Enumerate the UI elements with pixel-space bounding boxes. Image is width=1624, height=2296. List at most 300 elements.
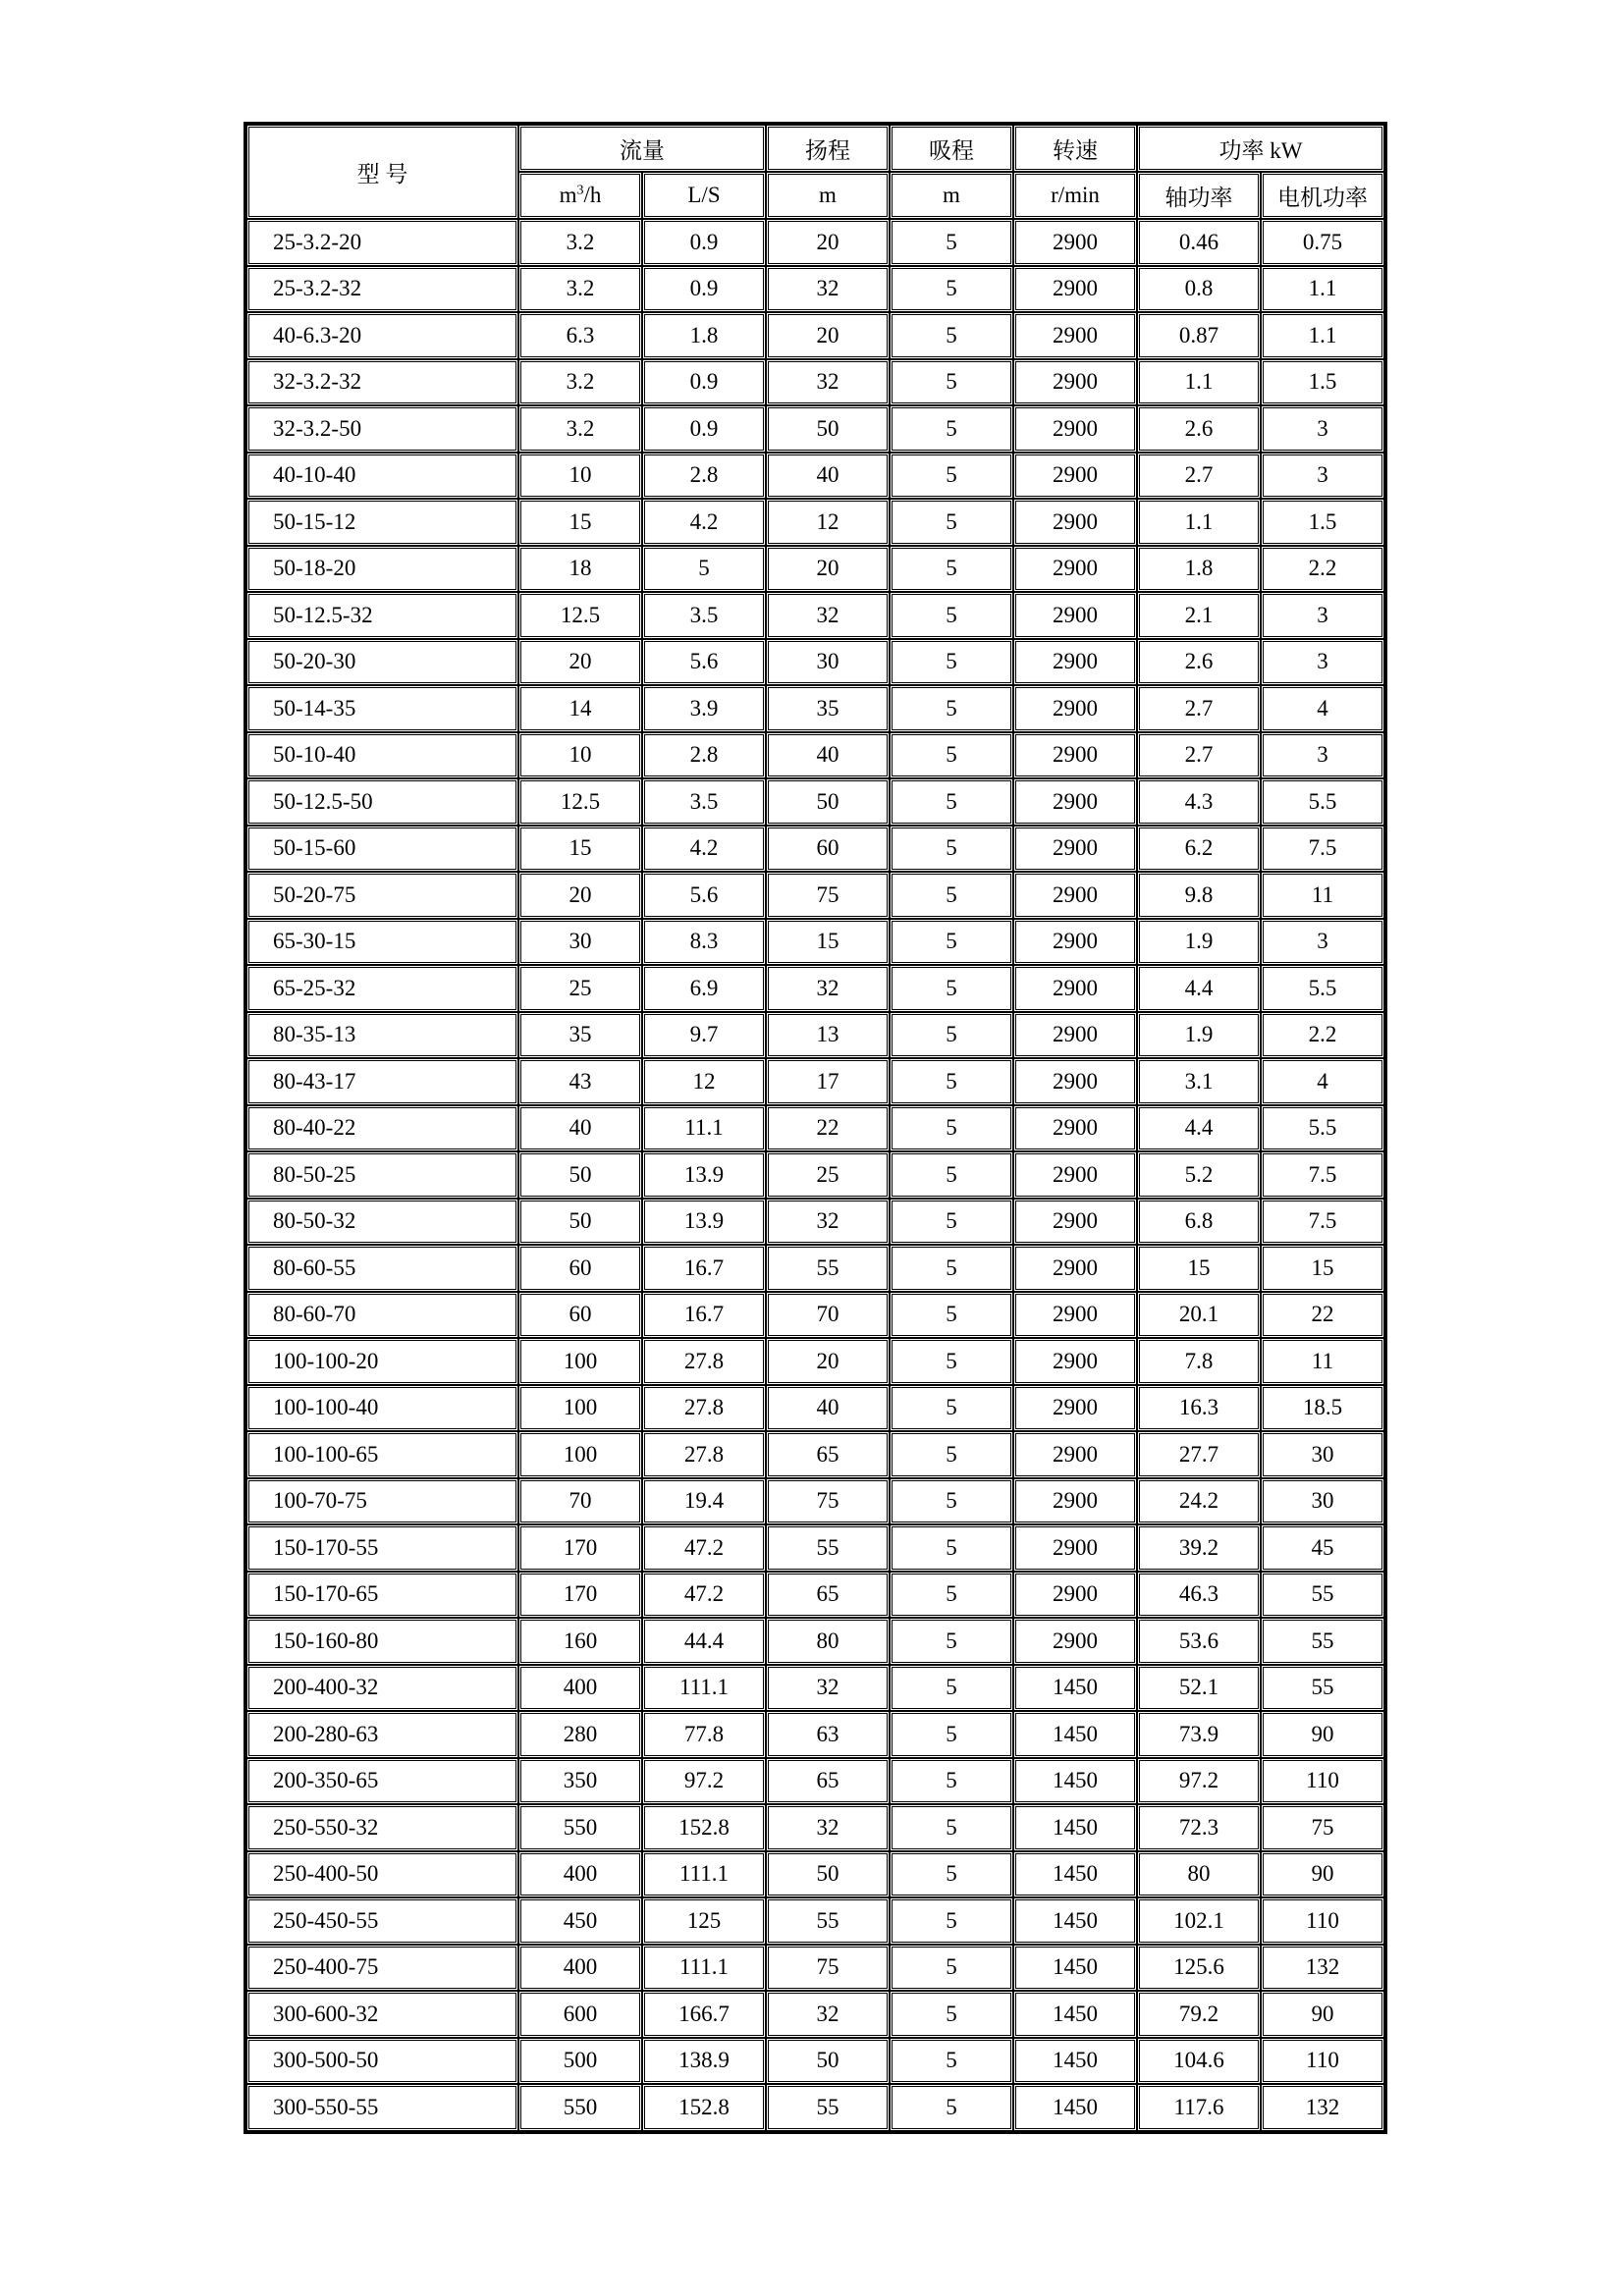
cell-model: 250-550-32 [246,1804,518,1851]
cell-shaft-power: 102.1 [1137,1897,1261,1945]
cell-motor-power: 2.2 [1261,546,1384,593]
table-header [246,125,1384,219]
cell-flow-ls: 9.7 [642,1012,766,1059]
cell-flow-m3h: 400 [518,1945,642,1992]
cell-flow-ls: 13.9 [642,1199,766,1246]
cell-speed: 2900 [1013,1105,1137,1152]
cell-motor-power: 1.1 [1261,266,1384,313]
cell-speed: 1450 [1013,1991,1137,2038]
cell-flow-ls: 152.8 [642,1804,766,1851]
cell-speed: 2900 [1013,1618,1137,1665]
cell-speed: 2900 [1013,499,1137,546]
cell-flow-ls: 0.9 [642,219,766,266]
table-row [246,1897,1384,1945]
cell-suction: 5 [890,1151,1013,1199]
cell-model: 65-25-32 [246,965,518,1012]
cell-flow-m3h: 60 [518,1245,642,1292]
cell-speed: 2900 [1013,312,1137,359]
cell-head: 20 [766,312,890,359]
header-flow: 流量 [518,125,766,172]
cell-motor-power: 15 [1261,1245,1384,1292]
table-row [246,1665,1384,1712]
cell-shaft-power: 2.7 [1137,453,1261,500]
cell-speed: 2900 [1013,639,1137,686]
cell-motor-power: 55 [1261,1572,1384,1619]
cell-motor-power: 110 [1261,2038,1384,2085]
cell-head: 40 [766,453,890,500]
cell-flow-ls: 166.7 [642,1991,766,2038]
cell-shaft-power: 7.8 [1137,1338,1261,1385]
cell-motor-power: 3 [1261,919,1384,966]
cell-suction: 5 [890,1897,1013,1945]
header-speed: 转速 [1013,125,1137,172]
table-row [246,1431,1384,1478]
cell-speed: 2900 [1013,1199,1137,1246]
cell-suction: 5 [890,872,1013,919]
cell-speed: 2900 [1013,826,1137,873]
cell-shaft-power: 2.6 [1137,405,1261,453]
cell-speed: 2900 [1013,685,1137,732]
cell-flow-m3h: 70 [518,1478,642,1525]
cell-flow-ls: 19.4 [642,1478,766,1525]
cell-suction: 5 [890,499,1013,546]
cell-head: 20 [766,546,890,593]
cell-shaft-power: 53.6 [1137,1618,1261,1665]
table-row [246,732,1384,779]
cell-head: 40 [766,732,890,779]
cell-model: 40-6.3-20 [246,312,518,359]
cell-shaft-power: 80 [1137,1851,1261,1898]
cell-model: 25-3.2-32 [246,266,518,313]
table-row [246,1338,1384,1385]
cell-flow-m3h: 170 [518,1524,642,1572]
cell-shaft-power: 5.2 [1137,1151,1261,1199]
cell-model: 80-43-17 [246,1058,518,1105]
cell-head: 75 [766,872,890,919]
cell-motor-power: 7.5 [1261,1151,1384,1199]
cell-flow-ls: 27.8 [642,1385,766,1432]
cell-motor-power: 3 [1261,405,1384,453]
cell-speed: 2900 [1013,919,1137,966]
cell-head: 20 [766,219,890,266]
cell-suction: 5 [890,1478,1013,1525]
cell-head: 75 [766,1945,890,1992]
cell-model: 250-450-55 [246,1897,518,1945]
cell-model: 50-18-20 [246,546,518,593]
cell-flow-ls: 0.9 [642,266,766,313]
cell-shaft-power: 16.3 [1137,1385,1261,1432]
table-row [246,546,1384,593]
cell-shaft-power: 6.8 [1137,1199,1261,1246]
cell-shaft-power: 97.2 [1137,1758,1261,1805]
table-row [246,1058,1384,1105]
cell-flow-m3h: 100 [518,1338,642,1385]
table-row [246,453,1384,500]
table-row [246,2038,1384,2085]
cell-flow-ls: 27.8 [642,1431,766,1478]
cell-flow-ls: 152.8 [642,2084,766,2131]
table-row [246,1012,1384,1059]
cell-speed: 2900 [1013,1292,1137,1339]
flow-m3h-exponent: 3 [576,183,584,198]
table-row [246,965,1384,1012]
cell-flow-ls: 13.9 [642,1151,766,1199]
table-row [246,499,1384,546]
cell-flow-ls: 16.7 [642,1292,766,1339]
cell-speed: 2900 [1013,1478,1137,1525]
cell-speed: 2900 [1013,219,1137,266]
cell-flow-m3h: 550 [518,2084,642,2131]
cell-suction: 5 [890,219,1013,266]
cell-flow-ls: 12 [642,1058,766,1105]
header-power: 功率 kW [1137,125,1384,172]
cell-model: 25-3.2-20 [246,219,518,266]
cell-flow-m3h: 18 [518,546,642,593]
table-row [246,1199,1384,1246]
cell-speed: 1450 [1013,1711,1137,1758]
cell-flow-m3h: 280 [518,1711,642,1758]
cell-flow-m3h: 400 [518,1665,642,1712]
header-flow-ls: L/S [642,172,766,219]
cell-model: 100-100-20 [246,1338,518,1385]
cell-shaft-power: 6.2 [1137,826,1261,873]
cell-suction: 5 [890,1572,1013,1619]
cell-flow-ls: 125 [642,1897,766,1945]
cell-flow-m3h: 30 [518,919,642,966]
cell-head: 50 [766,405,890,453]
cell-flow-ls: 5.6 [642,872,766,919]
cell-speed: 2900 [1013,732,1137,779]
cell-shaft-power: 73.9 [1137,1711,1261,1758]
cell-suction: 5 [890,826,1013,873]
cell-shaft-power: 20.1 [1137,1292,1261,1339]
cell-suction: 5 [890,1758,1013,1805]
cell-suction: 5 [890,1105,1013,1152]
cell-shaft-power: 9.8 [1137,872,1261,919]
cell-head: 32 [766,1665,890,1712]
cell-shaft-power: 15 [1137,1245,1261,1292]
cell-model: 32-3.2-50 [246,405,518,453]
cell-suction: 5 [890,453,1013,500]
cell-motor-power: 110 [1261,1758,1384,1805]
cell-motor-power: 55 [1261,1618,1384,1665]
cell-head: 60 [766,826,890,873]
table-row [246,1945,1384,1992]
cell-flow-m3h: 6.3 [518,312,642,359]
cell-flow-ls: 16.7 [642,1245,766,1292]
cell-shaft-power: 1.1 [1137,499,1261,546]
cell-suction: 5 [890,1245,1013,1292]
cell-head: 80 [766,1618,890,1665]
cell-head: 32 [766,592,890,639]
cell-head: 40 [766,1385,890,1432]
cell-motor-power: 30 [1261,1431,1384,1478]
cell-speed: 1450 [1013,1804,1137,1851]
cell-flow-ls: 47.2 [642,1572,766,1619]
cell-shaft-power: 2.1 [1137,592,1261,639]
table-row [246,826,1384,873]
cell-speed: 1450 [1013,1758,1137,1805]
cell-head: 32 [766,965,890,1012]
cell-model: 50-15-12 [246,499,518,546]
cell-motor-power: 4 [1261,685,1384,732]
cell-head: 17 [766,1058,890,1105]
cell-model: 40-10-40 [246,453,518,500]
cell-suction: 5 [890,639,1013,686]
cell-flow-ls: 97.2 [642,1758,766,1805]
cell-flow-m3h: 10 [518,732,642,779]
cell-model: 80-50-25 [246,1151,518,1199]
cell-speed: 1450 [1013,2038,1137,2085]
cell-flow-m3h: 50 [518,1199,642,1246]
table-row [246,1711,1384,1758]
cell-motor-power: 4 [1261,1058,1384,1105]
cell-head: 50 [766,1851,890,1898]
cell-flow-ls: 0.9 [642,405,766,453]
cell-suction: 5 [890,1851,1013,1898]
cell-shaft-power: 0.87 [1137,312,1261,359]
table-row [246,312,1384,359]
cell-shaft-power: 1.9 [1137,1012,1261,1059]
cell-shaft-power: 24.2 [1137,1478,1261,1525]
cell-speed: 2900 [1013,1572,1137,1619]
cell-flow-m3h: 12.5 [518,592,642,639]
cell-model: 300-550-55 [246,2084,518,2131]
cell-flow-ls: 111.1 [642,1665,766,1712]
cell-flow-m3h: 3.2 [518,219,642,266]
cell-speed: 2900 [1013,778,1137,826]
cell-flow-m3h: 20 [518,639,642,686]
cell-model: 80-35-13 [246,1012,518,1059]
cell-flow-m3h: 3.2 [518,359,642,406]
cell-motor-power: 7.5 [1261,826,1384,873]
cell-speed: 2900 [1013,266,1137,313]
cell-shaft-power: 4.4 [1137,1105,1261,1152]
cell-flow-m3h: 15 [518,826,642,873]
cell-head: 22 [766,1105,890,1152]
cell-flow-m3h: 43 [518,1058,642,1105]
cell-shaft-power: 2.6 [1137,639,1261,686]
cell-head: 13 [766,1012,890,1059]
cell-flow-m3h: 550 [518,1804,642,1851]
cell-head: 35 [766,685,890,732]
table-row [246,1991,1384,2038]
table-row [246,1758,1384,1805]
table-body [246,219,1384,2131]
cell-shaft-power: 104.6 [1137,2038,1261,2085]
cell-suction: 5 [890,685,1013,732]
cell-shaft-power: 2.7 [1137,732,1261,779]
table-row [246,1618,1384,1665]
cell-motor-power: 1.1 [1261,312,1384,359]
cell-suction: 5 [890,1804,1013,1851]
header-suction: 吸程 [890,125,1013,172]
cell-flow-ls: 44.4 [642,1618,766,1665]
cell-flow-ls: 111.1 [642,1945,766,1992]
cell-suction: 5 [890,1385,1013,1432]
cell-suction: 5 [890,2038,1013,2085]
cell-head: 55 [766,2084,890,2131]
cell-shaft-power: 79.2 [1137,1991,1261,2038]
cell-motor-power: 5.5 [1261,778,1384,826]
cell-model: 50-12.5-32 [246,592,518,639]
cell-model: 50-10-40 [246,732,518,779]
cell-speed: 2900 [1013,359,1137,406]
cell-flow-m3h: 25 [518,965,642,1012]
cell-model: 200-400-32 [246,1665,518,1712]
cell-motor-power: 110 [1261,1897,1384,1945]
cell-flow-ls: 111.1 [642,1851,766,1898]
cell-model: 250-400-75 [246,1945,518,1992]
cell-head: 50 [766,778,890,826]
cell-shaft-power: 2.7 [1137,685,1261,732]
header-head: 扬程 [766,125,890,172]
cell-head: 55 [766,1897,890,1945]
cell-suction: 5 [890,592,1013,639]
cell-suction: 5 [890,266,1013,313]
cell-motor-power: 0.75 [1261,219,1384,266]
cell-flow-ls: 3.9 [642,685,766,732]
cell-flow-ls: 5.6 [642,639,766,686]
cell-shaft-power: 117.6 [1137,2084,1261,2131]
cell-motor-power: 22 [1261,1292,1384,1339]
header-flow-m3h [518,172,642,219]
cell-flow-ls: 1.8 [642,312,766,359]
cell-motor-power: 132 [1261,1945,1384,1992]
cell-model: 100-70-75 [246,1478,518,1525]
table-row [246,919,1384,966]
header-speed-unit: r/min [1013,172,1137,219]
cell-shaft-power: 46.3 [1137,1572,1261,1619]
header-suction-unit: m [890,172,1013,219]
cell-model: 200-280-63 [246,1711,518,1758]
cell-flow-ls: 47.2 [642,1524,766,1572]
table-row [246,592,1384,639]
cell-suction: 5 [890,1431,1013,1478]
cell-shaft-power: 125.6 [1137,1945,1261,1992]
cell-flow-ls: 3.5 [642,778,766,826]
cell-head: 65 [766,1572,890,1619]
cell-model: 50-15-60 [246,826,518,873]
flow-m3h-base: m [559,183,577,207]
cell-motor-power: 1.5 [1261,499,1384,546]
cell-motor-power: 90 [1261,1711,1384,1758]
cell-suction: 5 [890,1292,1013,1339]
cell-flow-ls: 8.3 [642,919,766,966]
cell-model: 50-20-75 [246,872,518,919]
cell-shaft-power: 4.4 [1137,965,1261,1012]
cell-motor-power: 3 [1261,453,1384,500]
cell-model: 65-30-15 [246,919,518,966]
cell-speed: 2900 [1013,1385,1137,1432]
cell-flow-ls: 138.9 [642,2038,766,2085]
cell-suction: 5 [890,965,1013,1012]
cell-flow-m3h: 170 [518,1572,642,1619]
cell-flow-m3h: 10 [518,453,642,500]
cell-flow-m3h: 50 [518,1151,642,1199]
cell-motor-power: 11 [1261,1338,1384,1385]
cell-suction: 5 [890,1711,1013,1758]
cell-flow-m3h: 3.2 [518,266,642,313]
table-row [246,872,1384,919]
cell-model: 150-160-80 [246,1618,518,1665]
cell-model: 80-50-32 [246,1199,518,1246]
cell-flow-m3h: 20 [518,872,642,919]
cell-flow-ls: 6.9 [642,965,766,1012]
table-row [246,639,1384,686]
cell-model: 50-14-35 [246,685,518,732]
cell-speed: 2900 [1013,546,1137,593]
table-row [246,1478,1384,1525]
cell-motor-power: 90 [1261,1991,1384,2038]
cell-speed: 1450 [1013,1945,1137,1992]
cell-suction: 5 [890,1524,1013,1572]
table-row [246,1245,1384,1292]
cell-suction: 5 [890,546,1013,593]
cell-suction: 5 [890,732,1013,779]
cell-flow-ls: 3.5 [642,592,766,639]
cell-speed: 2900 [1013,1338,1137,1385]
cell-suction: 5 [890,1945,1013,1992]
header-row-1 [246,125,1384,172]
cell-flow-m3h: 12.5 [518,778,642,826]
cell-flow-m3h: 100 [518,1385,642,1432]
table-row [246,778,1384,826]
cell-shaft-power: 1.8 [1137,546,1261,593]
cell-motor-power: 5.5 [1261,965,1384,1012]
cell-flow-ls: 4.2 [642,826,766,873]
table-row [246,1292,1384,1339]
cell-flow-ls: 4.2 [642,499,766,546]
table-row [246,1804,1384,1851]
cell-head: 32 [766,1991,890,2038]
cell-flow-m3h: 14 [518,685,642,732]
cell-head: 70 [766,1292,890,1339]
cell-model: 100-100-40 [246,1385,518,1432]
table-row [246,266,1384,313]
cell-head: 75 [766,1478,890,1525]
cell-speed: 2900 [1013,1245,1137,1292]
cell-shaft-power: 3.1 [1137,1058,1261,1105]
cell-flow-m3h: 100 [518,1431,642,1478]
cell-head: 32 [766,266,890,313]
cell-flow-m3h: 35 [518,1012,642,1059]
cell-head: 20 [766,1338,890,1385]
header-head-unit: m [766,172,890,219]
cell-suction: 5 [890,1338,1013,1385]
cell-flow-m3h: 600 [518,1991,642,2038]
cell-model: 300-500-50 [246,2038,518,2085]
table-row [246,1151,1384,1199]
cell-motor-power: 2.2 [1261,1012,1384,1059]
header-motor-power: 电机功率 [1261,172,1384,219]
cell-flow-m3h: 350 [518,1758,642,1805]
table-row [246,1105,1384,1152]
cell-flow-ls: 5 [642,546,766,593]
cell-speed: 2900 [1013,872,1137,919]
cell-head: 32 [766,359,890,406]
cell-suction: 5 [890,359,1013,406]
cell-flow-m3h: 15 [518,499,642,546]
cell-flow-m3h: 60 [518,1292,642,1339]
cell-flow-m3h: 450 [518,1897,642,1945]
cell-suction: 5 [890,1618,1013,1665]
cell-suction: 5 [890,1991,1013,2038]
cell-shaft-power: 0.46 [1137,219,1261,266]
cell-head: 55 [766,1524,890,1572]
cell-head: 32 [766,1804,890,1851]
cell-suction: 5 [890,1199,1013,1246]
